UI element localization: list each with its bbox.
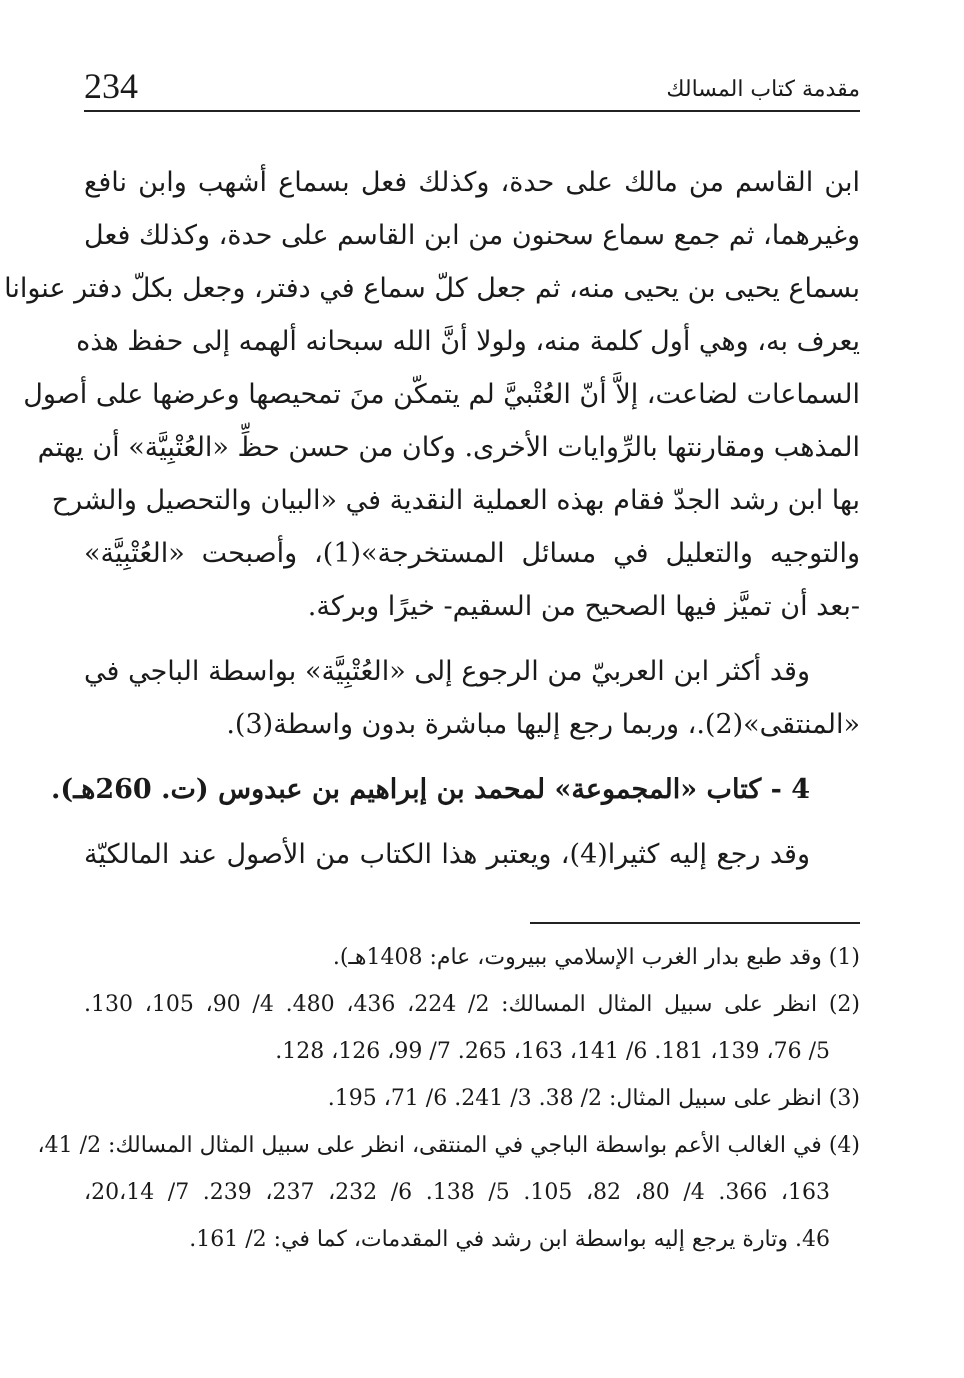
footnote-4-continued: 163، 366. 4/ 80، 82، 105. 5/ 138. 6/ 232، 237، 239. 7/ 20،14، <box>84 1180 831 1205</box>
text-line: وقد أكثر ابن العربيّ من الرجوع إلى «العُتْبِيَّة» بواسطة الباجي في <box>84 656 810 687</box>
text-line: -بعد أن تميَّز فيها الصحيح من السقيم- خيرًا وبركة. <box>307 591 860 622</box>
footnote-4-continued: 46. وتارة يرجع إليه بواسطة ابن رشد في المقدمات، كما في: 2/ 161. <box>189 1227 830 1252</box>
main-text <box>4 156 860 881</box>
running-header <box>84 62 860 112</box>
footnote-2-continued: 5/ 76، 139، 181. 6/ 141، 163، 265. 7/ 99، 126، 128. <box>275 1039 830 1064</box>
text-line: «المنتقى»(2).، وربما رجع إليها مباشرة بدون واسطة(3). <box>226 709 860 740</box>
text-line: ابن القاسم من مالك على حدة، وكذلك فعل بسماع أشهب وابن نافع <box>84 167 860 198</box>
footnote-3: (3) انظر على سبيل المثال: 2/ 38. 3/ 241. 6/ 71، 195. <box>327 1086 860 1111</box>
text-line: يعرف به، وهي أول كلمة منه، ولولا أنَّ الله سبحانه ألهمه إلى حفظ هذه <box>76 326 860 357</box>
text-line: والتوجيه والتعليل في مسائل المستخرجة»(1)، وأصبحت «العُتْبِيَّة» <box>84 538 860 569</box>
footnote-1: (1) وقد طبع بدار الغرب الإسلامي ببيروت، عام: 1408هـ). <box>332 945 860 970</box>
page-number: 234 <box>84 66 138 106</box>
text-line: وغيرهما، ثم جمع سماع سحنون من ابن القاسم على حدة، وكذلك فعل <box>84 220 860 251</box>
footnotes <box>37 934 860 1263</box>
text-line: المذهب ومقارنتها بالرِّوايات الأخرى. وكان من حسن حظِّ «العُتْبِيَّة» أن يهتم <box>37 432 860 463</box>
paragraph-2 <box>84 645 860 751</box>
footnote-2: (2) انظر على سبيل المثال المسالك: 2/ 224، 436، 480. 4/ 90، 105، 130. <box>84 992 860 1017</box>
running-title: مقدمة كتاب المسالك <box>666 77 860 102</box>
text-line: بسماع يحيى بن يحيى منه، ثم جعل كلّ سماع في دفتر، وجعل بكلّ دفتر عنوانا <box>4 273 860 304</box>
text-line: بها ابن رشد الجدّ فقام بهذه العملية النقدية في «البيان والتحصيل والشرح <box>51 485 860 516</box>
footnote-separator <box>530 922 860 924</box>
section-heading: 4 - كتاب «المجموعة» لمحمد بن إبراهيم بن عبدوس (ت. 260هـ). <box>51 774 810 805</box>
footnote-4: (4) في الغالب الأعم بواسطة الباجي في المنتقى، انظر على سبيل المثال المسالك: 2/ 41، <box>37 1133 860 1158</box>
text-line: السماعات لضاعت، إلاَّ أنّ العُتْبيَّ لم يتمكّن منَ تمحيصها وعرضها على أصول <box>23 379 860 410</box>
paragraph-1 <box>4 156 860 633</box>
text-line: وقد رجع إليه كثيرا(4)، ويعتبر هذا الكتاب من الأصول عند المالكيّة <box>84 839 810 870</box>
